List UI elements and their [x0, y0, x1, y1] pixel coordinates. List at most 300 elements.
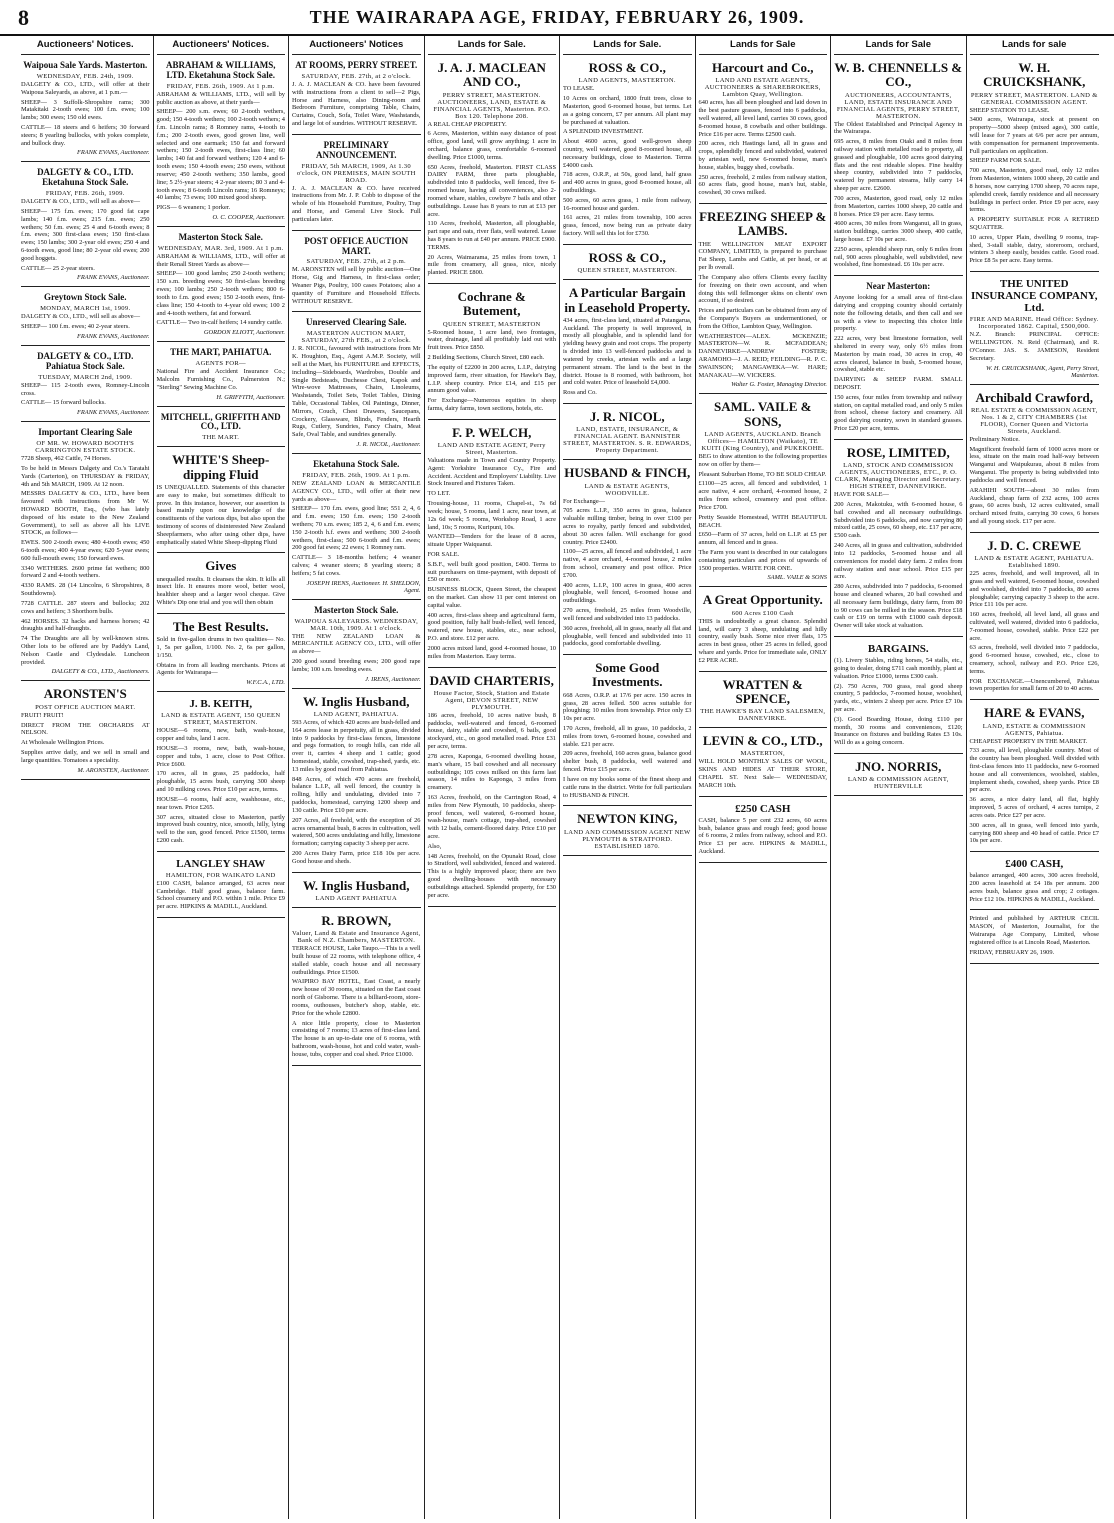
ad-paragraph: FRUIT! FRUIT!: [21, 711, 64, 719]
ad-title: DALGETY & CO., LTD. Eketahuna Stock Sale.: [37, 167, 134, 188]
advertisement: [157, 345, 286, 406]
ad-paragraph: 705 acres L.I.P., 350 acres in grass, balance valuable milling timber, being in over £100 per acres to royalty, partly fenced and subdivided, about 30 acres fallen. Will exchange for good country. Price £2400.: [563, 507, 692, 546]
ad-title: Masterton Stock Sale.: [314, 604, 399, 615]
ad-paragraph: DALGETY & CO., LTD., will offer at their Waipoua Saleyards, as above, at 1 p.m.—: [21, 80, 150, 96]
advertisement: [970, 58, 1100, 272]
ad-title: HARE & EVANS,: [983, 705, 1085, 721]
ad-subtitle: LAND AGENT PAHIATUA: [315, 894, 398, 902]
ad-paragraph: J. A. J. MACLEAN & CO. have been favoured with instructions from a client to sell—2 Pigs, Horse and Harness, also Dining-room and Bedroom Furniture, comprising Table, Chairs, Curtains, Couch, Sofa, Toilet Ware, Washstands, and large lot of sundries. WITHOUT RESERVE.: [292, 80, 421, 127]
page-number: 8: [18, 5, 29, 30]
advertisement: [157, 450, 286, 553]
ad-paragraph: WAIPIRO BAY HOTEL, East Coast, a nearly new house of 30 rooms, situated on the East coast north of Gisborne. There is a billiard-room, store-rooms, outhouses, butcher's shop, stable, etc. Price for the whole £2800.: [292, 978, 421, 1017]
ad-subtitle: PERRY STREET, MASTERTON. AUCTIONEERS, LAND, ESTATE & FINANCIAL AGENTS, Masterton. P.O. Box 120. Telephone 208.: [433, 91, 551, 120]
ad-subtitle: LAND & ESTATE AGENT, PAHIATUA. Established 1890.: [974, 555, 1094, 570]
ad-title: Eketahuna Stock Sale.: [313, 459, 400, 470]
ad-paragraph: 668 Acres, O.R.P. at 17/6 per acre. 150 acres in grass, 28 acres felled. 500 acres suitable for ploughing; 10 miles from township. Price only £3 10s per acre.: [563, 691, 692, 723]
advertisement: [834, 279, 963, 440]
advertisement: [21, 684, 150, 779]
ad-title: JNO. NORRIS,: [855, 759, 942, 775]
column-header: Auctioneers' Notices.: [157, 36, 286, 55]
ad-paragraph: 200 good sound breeding ewes; 200 good rape lambs; 100 s.m. breeding ewes.: [292, 658, 421, 673]
ad-title: ROSS & CO.,: [588, 249, 666, 265]
ad-signature: W. H. CRUICKSHANK, Agent, Perry Street, Masterton.: [985, 364, 1099, 379]
ad-paragraph: DAIRYING & SHEEP FARM. SMALL DEPOSIT.: [834, 376, 963, 392]
ad-paragraph: Prices and particulars can be obtained from any of the Company's Buyers as undermentioned, or from the Office, Lambton Quay, Wellington.: [698, 307, 827, 330]
ad-paragraph: SHEEP— 175 f.m. ewes; 170 good fat cape lambs; 140 f.m. ewes; 215 f.m. ewes; 250 wethers; 50 f.m. ewes; 25 4 and 6-tooth ewes; 8 f.m. ewes; 300 first-class ewes; 150 first-class ewes; 150 lambs; 300 2-year old ewes; 250 4 and 6-tooth ewes, good line; 80 2-year old ewes; 200 good hoggets.: [21, 207, 150, 262]
columns-container: [18, 36, 1102, 1519]
ad-paragraph: CASH, balance 5 per cent 232 acres, 60 acres bush, balance grass and rough feed; good house of 6 rooms, 2 miles from railway, school and P.O. Price £3 per acre. HIPKINS & MADILL, Auckland.: [698, 816, 827, 856]
ad-paragraph: 161 acres, 21 miles from township, 100 acres grass, fenced, now being run as private dairy factory. Will sell this lot for £730.: [563, 214, 692, 238]
ad-paragraph: 593 Acres, of which 420 acres are bush-felled and 164 acres lease in perpetuity, all in grass, divided into 9 paddocks by first-class fences, limestone and pegs formation, to rough hills, can ride all over it, carries 4 sheep and 1 cattle; good homestead, stable, cowshed, trap-shed, yards, etc. 13 miles by good road from Pahiatua.: [292, 718, 421, 773]
advertisement: [699, 590, 828, 671]
ad-paragraph: 2 Building Sections, Church Street, £80 each.: [427, 354, 545, 362]
ad-paragraph: 63 acres, freehold, well divided into 7 paddocks, good 6-roomed house, cowshed, etc., close to creamery, school, railway and P.O. Price £26, terms.: [969, 644, 1099, 675]
ad-paragraph: 7728 Sheep, 462 Cattle, 74 Horses.: [21, 455, 112, 463]
ad-title: £400 CASH,: [1005, 858, 1064, 871]
advertisement: [699, 800, 828, 863]
ad-paragraph: THE WELLINGTON MEAT EXPORT COMPANY, LIMITED, is prepared to purchase Fat Sheep, Lambs and Cattle, at per head, or at per lb overall.: [698, 240, 827, 272]
ad-paragraph: 2250 acres, splendid sheep run, only 6 miles from rail, 900 acres ploughable, well subdivided, new woolshed, fine homestead. £6 10s per acre.: [834, 245, 963, 269]
ad-paragraph: 163 Acres, freehold, on the Carrington Road, 4 miles from New Plymouth, 10 paddocks, sheep-proof fences, well watered, 6-roomed house, wash-house, man's cottage, trap-shed, cowshed with 12 bails, cement-floored dairy. Price £10 per acre.: [427, 793, 556, 841]
ad-paragraph: HOUSE—3 rooms, new, bath, wash-house, copper and tubs, 1 acre, close to Post Office. Price £600.: [156, 745, 285, 768]
advertisement: [834, 640, 963, 754]
ad-subtitle: LAND AGENT, PAHIATUA.: [313, 710, 399, 718]
ad-subtitle: QUEEN STREET, MASTERTON: [442, 320, 541, 328]
ad-paragraph: SHEEP— 3 Suffolk-Shropshire rams; 300 Matakitaki 2-tooth ewes; 100 f.m. ewes; 100 lambs; 300 ewes; 150 old ewes.: [21, 98, 150, 122]
ad-title: AT ROOMS, PERRY STREET.: [295, 60, 418, 70]
ad-title: Masterton Stock Sale.: [178, 231, 263, 242]
ad-subtitle: MASTERTON,: [740, 750, 785, 758]
ad-paragraph: Pretty Seaside Homestead, WITH BEAUTIFUL BEACH.: [698, 513, 827, 529]
ad-paragraph: 7728 CATTLE. 287 steers and bullocks; 202 cows and heifers; 3 Shorthorn bulls.: [21, 599, 150, 615]
ad-paragraph: HOUSE—6 rooms, new, bath, wash-house, copper and tubs, land 1 acre.: [156, 727, 285, 743]
ad-title: DAVID CHARTERIS,: [429, 672, 554, 688]
ad-paragraph: WILL HOLD MONTHLY SALES OF WOOL, SKINS AND HIDES AT THEIR STORE, CHAPEL ST. Next Sale— WEDNESDAY, MARCH 10th.: [698, 758, 827, 789]
ad-paragraph: HOUSE—6 rooms, half acre, washhouse, etc., near town. Price £265.: [156, 795, 285, 811]
ad-paragraph: unequalled results. It cleanses the skin. It kills all insect life. It ensures more wool, better wool, healthier sheep and a larger wool cheque. Give White's Dip one trial and you will then obtain: [156, 575, 285, 607]
ad-paragraph: 36 acres, a nice dairy land, all flat, highly improved, 5 acres of orchard, 4 acres turnips, 2 acres oats. Price £27 per acre.: [969, 796, 1099, 819]
ad-title: LEVIN & CO., LTD.,: [702, 733, 823, 749]
ad-subtitle: HAMILTON, FOR WAIKATO LAND: [165, 871, 276, 879]
ad-subtitle: Valuer, Land & Estate and Insurance Agent, Bank of N.Z. Chambers, MASTERTON.: [292, 930, 421, 945]
advertisement: [970, 855, 1100, 910]
ad-title: THE MART, PAHIATUA.: [170, 347, 272, 358]
ad-subtitle: LAND & ESTATE AGENTS, WOODVILLE.: [584, 482, 670, 497]
ad-subtitle: THE MART.: [202, 434, 240, 442]
ad-paragraph: 4330 RAMS. 28 (14 Lincolns, 6 Shropshires, 8 Southdowns).: [21, 582, 150, 598]
ad-paragraph: SHEEP— 100 good lambs; 250 2-tooth wethers; 150 s.m. breeding ewes; 50 first-class breeding ewes; 100 lambs; 250 2-tooth wethers; 800 6-tooth to f.m. good ewes; 150 2-tooth ewes, first-class line; 150 4-tooth to 4-year old ewes; 100 2 and 4-tooth wethers, fat and forward.: [156, 270, 285, 317]
ad-paragraph: Trousing-house, 11 rooms, Chapel-st., 7s 6d week; house, 5 rooms, land 1 acre, near town, at 12s 6d week; 5 rooms, Workshop Road, 1 acre land, 10s; 5 rooms, Kuripuni, 10s.: [427, 500, 556, 531]
ad-paragraph: EWES. 500 2-tooth ewes; 480 4-tooth ewes; 450 6-tooth ewes; 400 4-year ewes; 620 5-year ewes; 600 full-mouth ewes; 150 forward ewes.: [21, 539, 150, 562]
ad-subtitle: LAND, STOCK AND COMMISSION AGENTS, AUCTIONEERS, ETC., P. O. CLARK, Managing Director and Secretary. HIGH STREET, DANNEVIRKE.: [834, 462, 962, 491]
ad-paragraph: FOR EXCHANGE.—Unencumbered, Pahiatua town properties for small farm of 20 to 40 acres.: [969, 677, 1099, 693]
ad-title: J. D. C. CREWE: [987, 537, 1082, 553]
ad-paragraph: 150 acres, four miles from township and railway station, on capital metalled road, and only 5 miles from school, cheese factory and creamery. All good dairying country, sown in standard grasses. Price £20 per acre, terms.: [834, 393, 963, 433]
ad-paragraph: 160 acres, freehold, all level land, all grass and cultivated, well watered, divided into 6 paddocks, 7-roomed house, cowshed, stable. Price £22 per acre.: [969, 611, 1099, 642]
ad-paragraph: The Company also offers Clients every facility for freezing on their own account, and when doing this will fellmonger skins on clients' own account, if so desired.: [698, 273, 827, 305]
ad-title: W. Inglis Husband,: [303, 877, 410, 893]
ad-title: Greytown Stock Sale.: [43, 292, 127, 303]
ad-paragraph: 3340 WETHERS. 2600 prime fat wethers; 800 forward 2 and 4-tooth wethers.: [21, 564, 150, 580]
advertisement: [21, 349, 150, 422]
ad-paragraph: DALGETY & CO., LTD., will sell as above—: [21, 313, 140, 321]
ad-paragraph: 5-Roomed house, 1 acre land, two frontages, water, drainage, land all profitably laid out with fruit trees. Price £850.: [427, 328, 556, 352]
ad-paragraph: A REAL CHEAP PROPERTY.: [427, 120, 507, 128]
ad-title: Gives: [205, 558, 237, 574]
ad-title: Waipoua Sale Yards. Masterton.: [23, 60, 148, 70]
ad-paragraph: £1100—25 acres, all fenced and subdivided, 1 acre native, 4 acre orchard, 4-roomed house, 2 miles from school, creamery and post office. Price £700.: [698, 480, 827, 511]
advertisement: [21, 425, 150, 681]
ad-subtitle: FRIDAY, FEB. 26th, 1909.: [45, 190, 125, 198]
ad-paragraph: 200 acres, rich Hastings land, all in grass and crops, splendidly fenced and subdivided, watered by artesian well, new 6-roomed house, man's house, stables, buggy shed, cowbails.: [698, 140, 827, 171]
ad-paragraph: 148 Acres, freehold, on the Opunaki Road, close to Stratford, well subdivided, fenced and watered. This is a highly improved place; there are two good dwelling-houses with necessary outbuildings attached. Splendid property, for £30 per acre.: [427, 852, 556, 899]
advertisement: [970, 388, 1100, 533]
ad-title: THE UNITED INSURANCE COMPANY, Ltd.: [970, 278, 1098, 315]
ad-subtitle: PERRY STREET, MASTERTON. LAND & GENERAL COMMISSION AGENT.: [970, 91, 1098, 106]
advertisement: [428, 58, 557, 284]
ad-title: Important Clearing Sale: [38, 427, 133, 438]
ad-title: J. A. J. MACLEAN AND CO.,: [437, 60, 546, 90]
ad-title: WHITE'S Sheep-dipping Fluid: [172, 452, 270, 482]
ad-paragraph: M. ARONSTEN will sell by public auction—One Horse, Gig and Harness, in first-class order; Weaner Pigs, Poultry, 100 cases Potatoes; also a quantity of Furniture and Household Effects. WITHOUT RESERVE.: [292, 266, 421, 305]
ad-title: DALGETY & CO., LTD. Pahiatua Stock Sale.: [37, 351, 134, 371]
ad-paragraph: Sold in five-gallon drums in two qualities— No. 1, 5s per gallon, 1/100. No. 2, 6s per gallon, 1/150.: [156, 636, 285, 659]
ad-paragraph: 733 acres, all level, ploughable country. Most of the country has been ploughed. Well divided with first-class fences into 11 paddocks, new 6-roomed house and all conveniences, woolshed, stables, implement sheds, cowshed, sheep yards. Price £8 per acre.: [969, 747, 1099, 794]
ad-paragraph: SHEEP FARM FOR SALE.: [969, 157, 1042, 165]
ad-subtitle: FIRE AND MARINE. Head Office: Sydney. Incorporated 1862. Capital, £500,000.: [969, 316, 1099, 331]
advertisement: [699, 397, 828, 587]
ad-paragraph: J. A. J. MACLEAN & CO. have received instructions from Mr. J. P. Cobb to dispose of the whole of his Household Furniture, Poultry, Trap and Horse, and General Live Stock. Full particulars later.: [292, 184, 421, 223]
ad-paragraph: SHEEP STATION TO LEASE.: [969, 106, 1050, 114]
ad-signature: DALGETY & CO., LTD., Auctioneers.: [51, 668, 150, 676]
advertisement: [292, 138, 421, 231]
ad-paragraph: 650 Acres, freehold, Masterton. FIRST CLASS DAIRY FARM, three parts ploughable, subdivided into 8 paddocks, well fenced, five 6-roomed house, having all conveniences, also 2-roomed whare, stables, cowbyre 7 bails and other outbuildings. Lease has 8 years to run at £13 per acre.: [427, 163, 556, 218]
ad-signature: M. ARONSTEN, Auctioneer.: [77, 766, 150, 774]
ad-subtitle: LAND & COMMISSION AGENT, HUNTERVILLE: [847, 776, 949, 791]
ad-paragraph: 10 acres, Upper Plain, dwelling 9 rooms, trap-shed, 3-stall stable, dairy, storeroom, orchard, winters 3 sheep easily, besides cattle. Good road. Price £8 5s per acre. Easy terms.: [969, 233, 1099, 265]
ad-subtitle: LAND AND ESTATE AGENT, Perry Street, Masterton.: [437, 442, 546, 457]
ad-paragraph: A nice little property, close to Masterton consisting of 7 rooms; 13 acres of first-class land. The house is an up-to-date one of 6 rooms, with bathroom, wash-house, hot and cold water, wash-house, tubs, copper and coal shed. Price £1000.: [292, 1019, 421, 1058]
column-header: Lands for Sale: [834, 36, 963, 55]
ad-paragraph: PIGS— 6 weaners; 1 porker.: [156, 204, 231, 212]
advertisement: [699, 207, 828, 394]
ad-paragraph: (1). Livery Stables, riding horses, 54 stalls, etc., going to dealer, doing £711 cash monthly, plant at valuation. Price £1000, terms £300 cash.: [834, 657, 963, 680]
ad-signature: H. GRIFFITH, Auctioneer.: [216, 393, 285, 401]
ad-subtitle: LAND AGENTS, AUCKLAND. Branch Offices— HAMILTON (Waikato), TE KUITI (King Country), and PUKEKOHE.: [701, 431, 825, 453]
ad-paragraph: Also,: [427, 842, 442, 850]
ad-subtitle: WEDNESDAY, FEB. 24th, 1909.: [36, 72, 134, 80]
ad-paragraph: 200 Acres Dairy Farm, price £18 10s per acre. Good house and sheds.: [292, 849, 421, 865]
ad-paragraph: The Oldest Established and Principal Agency in the Wairarapa.: [834, 120, 963, 136]
ad-paragraph: 1100—25 acres, all fenced and subdivided, 1 acre native, 4 acre orchard, 4-roomed house, 2 miles from school, creamery and post office. Price £700.: [563, 548, 692, 579]
ad-title: J. R. NICOL,: [589, 408, 665, 424]
ad-title: £250 CASH: [735, 802, 791, 815]
ad-paragraph: 10 Acres on orchard, 1800 fruit trees, close to Masterton, good 6-roomed house, but terms. Let as a going concern, £7 per annum. All plant may be purchased at valuation.: [563, 95, 692, 126]
ad-paragraph: For Exchange—Numerous equities in sheep farms, dairy farms, town sections, hotels, etc.: [427, 397, 556, 412]
ad-title: Cochrane & Butement,: [457, 289, 526, 319]
ad-title: SAML. VAILE & SONS,: [714, 399, 812, 429]
advertisement: [292, 457, 421, 600]
ad-subtitle: TUESDAY, MARCH 2nd, 1909.: [38, 373, 133, 381]
ad-title: BARGAINS.: [867, 643, 929, 656]
advertisement: [157, 695, 286, 851]
advertisement: [563, 809, 692, 855]
ad-title: ROSS & CO.,: [588, 60, 666, 75]
advertisement: [834, 58, 963, 276]
ad-signature: FRANK EVANS, Auctioneer.: [76, 333, 150, 340]
ad-paragraph: About 4600 acres, good well-grown sheep country, well watered, good 8-roomed house, all necessary buildings, close to Masterton. Terms £4000 cash.: [563, 138, 692, 169]
advertisement: [157, 855, 286, 918]
advertisement: [292, 603, 421, 689]
ad-paragraph: At Wholesale Wellington Prices.: [21, 739, 105, 747]
ad-title: PRELIMINARY ANNOUNCEMENT.: [315, 139, 397, 160]
ad-paragraph: 700 acres, Masterton, good road, only 12 miles from Masterton, winters 1000 sheep, 20 cattle and 8 horses, now carrying 1700 sheep, 70 acres rape, splendid creek, family residence and all necessary buildings in perfect order. Price £9 per acre, easy terms.: [969, 167, 1099, 214]
ad-signature: J. R. NICOL, Auctioneer.: [356, 441, 421, 449]
advertisement: [563, 658, 692, 806]
ad-subtitle: FRIDAY, 5th MARCH, 1909, At 1.30 o'clock, ON PREMISES, MAIN SOUTH ROAD.: [296, 162, 416, 184]
ad-paragraph: A PROPERTY SUITABLE FOR A RETIRED SQUATTER.: [969, 216, 1099, 231]
ad-title: Near Masterton:: [866, 281, 931, 292]
ad-subtitle: FRIDAY, FEB. 26th, 1909. At 1 p.m.: [302, 471, 411, 479]
advertisement: [157, 617, 286, 692]
advertisement: [563, 58, 692, 245]
ad-title: MITCHELL, GRIFFITH AND CO., LTD.: [160, 411, 281, 432]
ad-paragraph: 170 acres, all in grass, 25 paddocks, half ploughable, 15 acres bush, carrying 300 sheep and 10 milking cows. Price £10 per acre, terms.: [156, 770, 285, 794]
column-header: Lands for Sale.: [563, 36, 692, 55]
ad-paragraph: 209 acres, freehold, 160 acres grass, balance good shelter bush, 8 paddocks, well watered and fenced. Price £15 per acre.: [563, 750, 692, 774]
ad-paragraph: THE NEW ZEALAND LOAN & MERCANTILE AGENCY CO., LTD., will offer as above—: [292, 632, 421, 656]
ad-paragraph: 225 acres, freehold, and well improved, all in grass and well watered, 6-roomed house, cowshed and woolshed, divided into 7 paddocks, 80 acres ploughable; carrying capacity 3 sheep to the acre. Price £11 10s per acre.: [969, 570, 1099, 609]
ad-signature: Walter G. Foster, Managing Director.: [731, 381, 827, 389]
ad-title: R. BROWN,: [321, 912, 392, 928]
ad-paragraph: Anyone looking for a small area of first-class dairying and cropping country should certainly note the following details, and then call and see us with a view to inspecting this choice little property.: [834, 294, 963, 333]
advertisement: [21, 165, 150, 287]
ad-paragraph: DIRECT FROM THE ORCHARDS AT NELSON.: [21, 721, 150, 737]
ad-paragraph: 700 acres, Masterton, good road, only 12 miles from Masterton, carries 1000 sheep, 20 cattle and 8 horses. Price £9 per acre. Easy terms.: [834, 194, 963, 218]
ad-paragraph: I have on my books some of the finest sheep and cattle runs in the district. Write for full particulars to HUSBAND & FINCH.: [563, 775, 692, 799]
ad-paragraph: 278 acres, Kaponga, 6-roomed dwelling house, man's whare, 15 bail cowshed and all necessary outbuildings; 105 cows milked on this farm last season, 14 miles to Kaponga, 3 miles from creamery.: [427, 752, 556, 792]
column-header: Auctioneers' Notices: [292, 36, 421, 55]
ad-paragraph: IS UNEQUALLED. Statements of this character are easy to make, but sometimes difficult to prove. In this instance, however, our assertion is based mainly upon our knowledge of the constituents of the various dips, but also upon the testimony of scores of disinterested New Zealand Sheepfarmers, who after using other dips, have emphatically stated White Sheep-dipping Fluid: [156, 483, 285, 546]
ad-paragraph: 695 acres, 8 miles from Otaki and 8 miles from railway station with metalled road to property, all grassed and ploughable, 100 acres good dairying flats and the rest rideable slopes. Fine healthy sheep country, subdivided into 7 paddocks, watered by permanent streams, hilly carry 14 sheep per acre. £2600.: [834, 138, 963, 193]
ad-paragraph: CATTLE— 15 forward bullocks.: [21, 399, 106, 407]
advertisement: [428, 423, 557, 668]
ad-paragraph: 280 Acres, subdivided into 7 paddocks, 6-roomed house and cleaned whares, 20 bail cowshed and all necessary farm buildings, dairy farm, from 80 to 90 cows can be milked in the season. Price £18 cash or £19 on terms with £1000 cash deposit. Owner will take stock at valuation.: [834, 583, 963, 630]
advertisement: [699, 731, 828, 797]
ad-paragraph: CATTLE— 18 steers and 6 heifers; 30 forward steers; 8 yearling bullocks, with yokes complete, and bullock dray.: [21, 123, 150, 147]
newspaper-column-1: [18, 36, 154, 1519]
ad-subtitle: SATURDAY, FEB. 27th, at 2 o'clock.: [301, 72, 411, 80]
newspaper-column-2: [154, 36, 290, 1519]
ad-signature: J. IRENS, Auctioneer.: [365, 675, 421, 683]
ad-paragraph: MESSRS DALGETY & CO., LTD., have been favoured with instructions from Mr W. HOWARD BOOTH, Esq., (who has lately disposed of his estate to the New Zealand Government), to sell as above all his LIVE STOCK, as follows—: [21, 490, 150, 537]
newspaper-column-4: [425, 36, 561, 1519]
ad-paragraph: N.Z. Branch: PRINCIPAL OFFICE: WELLINGTON. N. Reid (Chairman), and R. O'Connor. JAS. S. JAMESON, Resident Secretary.: [969, 331, 1099, 362]
advertisement: [21, 58, 150, 162]
ad-paragraph: S.B.F., well built good position, £400. Terms to suit purchasers on time-payment, with deposit of £50 or more.: [427, 560, 556, 584]
ad-title: WRATTEN & SPENCE,: [722, 676, 803, 706]
ad-paragraph: 718 acres, O.R.P., at 50s, good land, half grass and 400 acres in grass, good 8-roomed house, all outbuildings.: [563, 171, 692, 195]
ad-title: ABRAHAM & WILLIAMS, LTD. Eketahuna Stock Sale.: [165, 60, 276, 80]
ad-paragraph: THIS is undoubtedly a great chance. Splendid land, will carry 3 sheep, undulating and hilly country, easily bush. Some nice river flats, 175 acres in best grass, other 25 acres in felled, good whare and yards. Price for immediate sale, ONLY £2 PER ACRE.: [698, 617, 827, 664]
ad-paragraph: ABRAHAM & WILLIAMS, LTD., will offer at their Renall Street Yards as above—: [156, 252, 285, 268]
ad-paragraph: Magnificent freehold farm of 1000 acres more or less, situate on the main road half-way between Wanganui and Waipukurau, about 8 miles from Wanganui. The property is being subdivided into paddocks and well fenced.: [969, 445, 1099, 484]
ad-paragraph: The Farm you want is described in our catalogues containing particulars and prices of upwards of 1500 properties. WRITE FOR ONE.: [698, 548, 827, 572]
ad-paragraph: 74 The Draughts are all by well-known sires. Other lots to be offered are by Paddy's Land, Nelson Castle and Clydesdale. Luncheon provided.: [21, 635, 150, 666]
ad-title: ROSE, LIMITED,: [846, 444, 950, 460]
column-header: Lands for Sale.: [428, 36, 557, 55]
advertisement: [292, 234, 421, 313]
ad-subtitle: QUEEN STREET, MASTERTON.: [577, 267, 678, 275]
ad-signature: FRANK EVANS, Auctioneer.: [76, 409, 150, 417]
column-header: Auctioneers' Notices.: [21, 36, 150, 55]
ad-paragraph: 434 acres, first-class land, situated at Patangarua, Auckland. The property is well improved, in mostly all ploughable, and is splendid land for yielding heavy grain and root crops. The property is divided into 13 well-fenced paddocks and is watered by creeks, artesian wells and a large permanent stream. The land is the best in the district. House is 8 roomed, with bathroom, hot and cold water. Price of leasehold £4,000.: [563, 316, 692, 387]
advertisement: [428, 671, 557, 907]
ad-paragraph: 400 acres, L.I.P., 100 acres in grass, 400 acres ploughable, well fenced, 6-roomed house and outbuildings.: [563, 581, 692, 605]
ad-paragraph: 222 acres, very best limestone formation, well sheltered in every way, only 6½ miles from Masterton by main road, 30 acres in crop, 40 acres cleared, balance in bush, 5-roomed house, cowshed, stable etc.: [834, 335, 963, 374]
ad-title: LANGLEY SHAW: [176, 857, 266, 870]
advertisement: [563, 248, 692, 280]
ad-paragraph: SHEEP— 115 2-tooth ewes, Romney-Lincoln cross.: [21, 381, 150, 397]
advertisement: [699, 675, 828, 729]
newspaper-column-8: [967, 36, 1103, 1519]
advertisement: [834, 443, 963, 637]
advertisement: [563, 407, 692, 460]
ad-paragraph: CATTLE— Two in-calf heifers; 14 sundry cattle.: [156, 319, 283, 327]
ad-paragraph: The equity of £2200 in 200 acres, L.I.P., dairying improved farm, river situation, for Hawke's Bay, L.I.P. sheep country. Price £14, and £15 per annum good value.: [427, 363, 556, 395]
ad-subtitle: LAND, ESTATE & COMMISSION AGENTS, Pahiatua.: [982, 722, 1086, 737]
ad-signature: SAML. VAILE & SONS: [767, 574, 827, 582]
advertisement: [292, 876, 421, 908]
ad-paragraph: TO LEASE.: [563, 85, 595, 93]
ad-paragraph: 307 acres, situated close to Masterton, partly improved bush country, nice, smooth, hilly, lying well to the sun, good fenced. Price £1500, terms £200 cash.: [156, 813, 285, 844]
advertisement: [699, 58, 828, 204]
ad-paragraph: Pleasant Suburban Home, TO BE SOLD CHEAP.: [698, 470, 827, 478]
ad-subtitle: WAIPOUA SALEYARDS. WEDNESDAY, MAR. 10th, 1909. At 1 o'clock.: [294, 617, 419, 632]
ad-paragraph: SHEEP— 100 f.m. ewes; 40 2-year steers.: [21, 323, 130, 331]
ad-subtitle: House Factor, Stock, Station and Estate Agent, DEVON STREET, NEW PLYMOUTH.: [433, 689, 550, 711]
ad-title: Harcourt and Co.,: [711, 60, 814, 75]
ad-paragraph: TERRACE HOUSE, Lake Taupo.—This is a well built house of 22 rooms, with telephone office, 4 stalled stable, coach house and all necessary outbuildings. Price £1500.: [292, 945, 421, 976]
ad-paragraph: 6 Acres, Masterton, within easy distance of post office, good land, will grow anything; 1 acre in orchard, balance grass, comfortable 6-roomed dwelling. Price £1000, terms.: [427, 130, 556, 161]
ad-paragraph: 200 Acres, Makotuku, with 6-roomed house, 6 bail cowshed and all necessary outbuildings. Subdivided into 6 paddocks, and now carrying 80 mixed cattle, 25 cows, 60 sheep, etc. £17 per acre, £500 cash.: [834, 501, 963, 540]
ad-title: FREEZING SHEEP & LAMBS.: [699, 209, 827, 239]
ad-title: Some Good Investments.: [592, 660, 663, 690]
advertisement: [970, 913, 1100, 963]
ad-subtitle: REAL ESTATE & COMMISSION AGENT, Nos. 1 & 2, CITY CHAMBERS (1st FLOOR), Corner Queen and Victoria Streets, Auckland.: [970, 406, 1098, 435]
advertisement: [428, 287, 557, 420]
advertisement: [292, 911, 421, 1066]
ad-paragraph: Valuations made in Town and Country Property. Agent: Yorkshire Insurance Cy., Fire and Accident. Accident and Employers' Liability. Live Stock Insured and Fixtures Taken.: [427, 457, 556, 488]
ad-subtitle: LAND AND ESTATE AGENTS, AUCTIONEERS & SHAREBROKERS, Lambton Quay, Wellington.: [704, 77, 821, 99]
ad-title: A Particular Bargain in Leasehold Property.: [564, 285, 691, 315]
ad-paragraph: 2000 acres mixed land, good 4-roomed house, 10 miles from Masterton. Easy terms.: [427, 644, 556, 660]
ad-paragraph: NEW ZEALAND LOAN & MERCANTILE AGENCY CO., LTD., will offer at their new yards as above—: [292, 479, 421, 503]
ad-title: NEWTON KING,: [577, 811, 678, 827]
ad-paragraph: (2). 750 Acres, 700 grass, real good sheep country, 5 paddocks, 7-roomed house, woolshed, yards, etc., winters 2 sheep per acre. Price £7 10s per acre.: [834, 682, 963, 713]
ad-paragraph: National Fire and Accident Insurance Co.; Malcolm Furnishing Co., Palmerston N.; "Sterling" Sewing Machine Co.: [156, 368, 285, 391]
ad-paragraph: 240 Acres, all in grass and cultivation, subdivided into 12 paddocks, 5-roomed house and all conveniences for model dairy farm. 2 miles from railway station and near school. Price £15 per acre.: [834, 542, 963, 581]
ad-paragraph: For Exchange—: [563, 497, 606, 505]
ad-subtitle: MASTERTON AUCTION MART, SATURDAY, 27th FEB., at 2 o'clock.: [301, 330, 411, 345]
advertisement: [292, 315, 421, 454]
ad-paragraph: 3400 acres, Wairarapa, stock at present on property—5000 sheep (mixed ages), 300 cattle, will lease for 7 years at 6/6 per acre per annum, with compensation for permanent improvements. Full particulars on application.: [969, 116, 1099, 155]
ad-paragraph: £650—Farm of 37 acres, held on L.I.P. at £5 per annum, all fenced and in grass.: [698, 531, 827, 547]
advertisement: [157, 410, 286, 448]
advertisement: [292, 692, 421, 873]
ad-title: Unreserved Clearing Sale.: [305, 317, 407, 328]
ad-paragraph: ARAHIHI SOUTH—about 30 miles from Auckland, cheap farm of 232 acres, 100 acres grass, 60 acres bush, 12 acres cultivated, small orchard mixed fruits, carrying 30 cows, 6 horses and all young stock. £17 per acre.: [969, 486, 1099, 525]
advertisement: [157, 230, 286, 342]
newspaper-column-6: [696, 36, 832, 1519]
ad-signature: O. C. COOPER, Auctioneer.: [212, 213, 285, 221]
ad-paragraph: BUSINESS BLOCK, Queen Street, the cheapest on the market. Can show 11 per cent interest on capital value.: [427, 586, 556, 609]
advertisement: [292, 58, 421, 135]
ad-paragraph: Printed and published by ARTHUR CECIL MASON, of Masterton, Journalist, for the Wairarapa Age Company, Limited, whose registered office is at Lincoln Road, Masterton.: [969, 915, 1099, 946]
newspaper-column-7: [831, 36, 967, 1519]
ad-signature: FRANK EVANS, Auctioneer.: [76, 274, 150, 282]
ad-subtitle: 600 Acres £100 Cash: [731, 609, 794, 617]
ad-title: J. B. KEITH,: [189, 698, 253, 711]
ad-paragraph: CHEAPEST PROPERTY IN THE MARKET.: [969, 737, 1088, 745]
ad-paragraph: £100 CASH, balance arranged, 63 acres near Cambridge. Half good grass, balance farm. School creamery and P.O. within 1 mile. Price £9 per acre. HIPKINS & MADILL, Auckland.: [156, 879, 285, 911]
column-header: Lands for sale: [970, 36, 1100, 55]
ad-title: The Best Results.: [172, 618, 269, 634]
advertisement: [157, 556, 286, 614]
ad-paragraph: WEATHERSTON—ALEX. MCKENZIE; MASTERTON—W. R. MCFADDEAN; DANNEVIRKE—ANDREW FOSTER; ARAMOHO—J. A. REID; FEILDING—R. P. C. SWAINSON; MANGAWEKA—W. HARE; MANAKAU—W. VICKERS.: [698, 332, 827, 379]
ad-paragraph: CATTLE— 25 2-year steers.: [21, 264, 95, 272]
ad-paragraph: FOR SALE.: [427, 550, 460, 558]
newspaper-title: THE WAIRARAPA AGE, FRIDAY, FEBRUARY 26, 1909.: [309, 7, 805, 27]
ad-paragraph: WANTED—Tenders for the lease of 8 acres, situate Upper Waiquanui.: [427, 533, 556, 549]
ad-paragraph: CATTLE— 3 18-months heifers; 4 weaner calves; 4 weaner steers; 8 yearling steers; 8 heifers; 5 fat cows.: [292, 554, 421, 577]
ad-signature: FRANK EVANS, Auctioneer.: [76, 149, 150, 157]
ad-subtitle: AUCTIONEERS, ACCOUNTANTS, LAND, ESTATE INSURANCE AND FINANCIAL AGENTS, PERRY STREET, MASTERTON.: [836, 91, 960, 120]
masthead: [0, 0, 1114, 36]
newspaper-column-5: [560, 36, 696, 1519]
ad-subtitle: MONDAY, MARCH 1st, 1909.: [40, 305, 131, 313]
ad-title: Archibald Crawford,: [975, 389, 1093, 405]
ad-paragraph: 4600 acres, 30 miles from Wanganui, all in grass, station buildings, carries 3000 sheep, 400 cattle, large house. £7 10s per acre.: [834, 220, 963, 243]
ad-signature: W.F.C.A., LTD.: [246, 679, 285, 687]
ad-paragraph: ABRAHAM & WILLIAMS, LTD., will sell by public auction as above, at their yards—: [156, 90, 285, 106]
ad-subtitle: WEDNESDAY, MAR. 3rd, 1909. At 1 p.m.: [157, 244, 284, 252]
ad-paragraph: FRIDAY, FEBRUARY 26, 1909.: [969, 948, 1055, 956]
ad-paragraph: 207 Acres, all freehold, with the exception of 26 acres ornamental bush, 8 acres in cultivation, well watered, 500 acres undulating and hilly, limestone formation; carrying capacity 3 sheep per acre.: [292, 816, 421, 848]
advertisement: [970, 536, 1100, 700]
ad-paragraph: A SPLENDID INVESTMENT.: [563, 128, 644, 136]
advertisement: [21, 290, 150, 346]
ad-paragraph: 250 acres, freehold, 2 miles from railway station, 60 acres flats, good house, man's hut, stable, cowshed, 30 cows milked.: [698, 173, 827, 197]
ad-title: HUSBAND & FINCH,: [564, 465, 691, 481]
advertisement: [157, 58, 286, 227]
ad-subtitle: POST OFFICE AUCTION MART.: [35, 703, 136, 711]
ad-title: ARONSTEN'S: [43, 686, 127, 702]
ad-title: POST OFFICE AUCTION MART.: [304, 235, 409, 256]
ad-paragraph: Obtains in from all leading merchants. Prices at Agents for Wairarapa—: [156, 661, 285, 677]
ad-paragraph: BEG to draw attention to the following properties now on offer by them—: [698, 453, 827, 468]
ad-subtitle: FRIDAY, FEB. 26th, 1909. At 1 p.m.: [166, 82, 275, 90]
advertisement: [563, 283, 692, 404]
ad-subtitle: OF MR. W. HOWARD BOOTH'S CARRINGTON ESTATE STOCK.: [35, 440, 136, 455]
ad-subtitle: LAND AND COMMISSION AGENT NEW PLYMOUTH & STRATFORD. ESTABLISHED 1870.: [563, 828, 691, 850]
ad-signature: JOSEPH IRENS, Auctioneer. H. SHELDON, Agent.: [306, 579, 421, 594]
advertisement: [834, 757, 963, 796]
ad-subtitle: LAND, ESTATE, INSURANCE, & FINANCIAL AGENT. BANNISTER STREET, MASTERTON. S. R. EDWARDS, Property Department.: [563, 426, 692, 455]
ad-paragraph: 300 acres, all in grass, well fenced into yards, carrying 800 sheep and 40 head of cattle. Price £7 10s per acre.: [969, 821, 1099, 845]
ad-title: W. Inglis Husband,: [303, 693, 410, 709]
ad-subtitle: SATURDAY, FEB. 27th, at 2 p.m.: [306, 258, 406, 266]
